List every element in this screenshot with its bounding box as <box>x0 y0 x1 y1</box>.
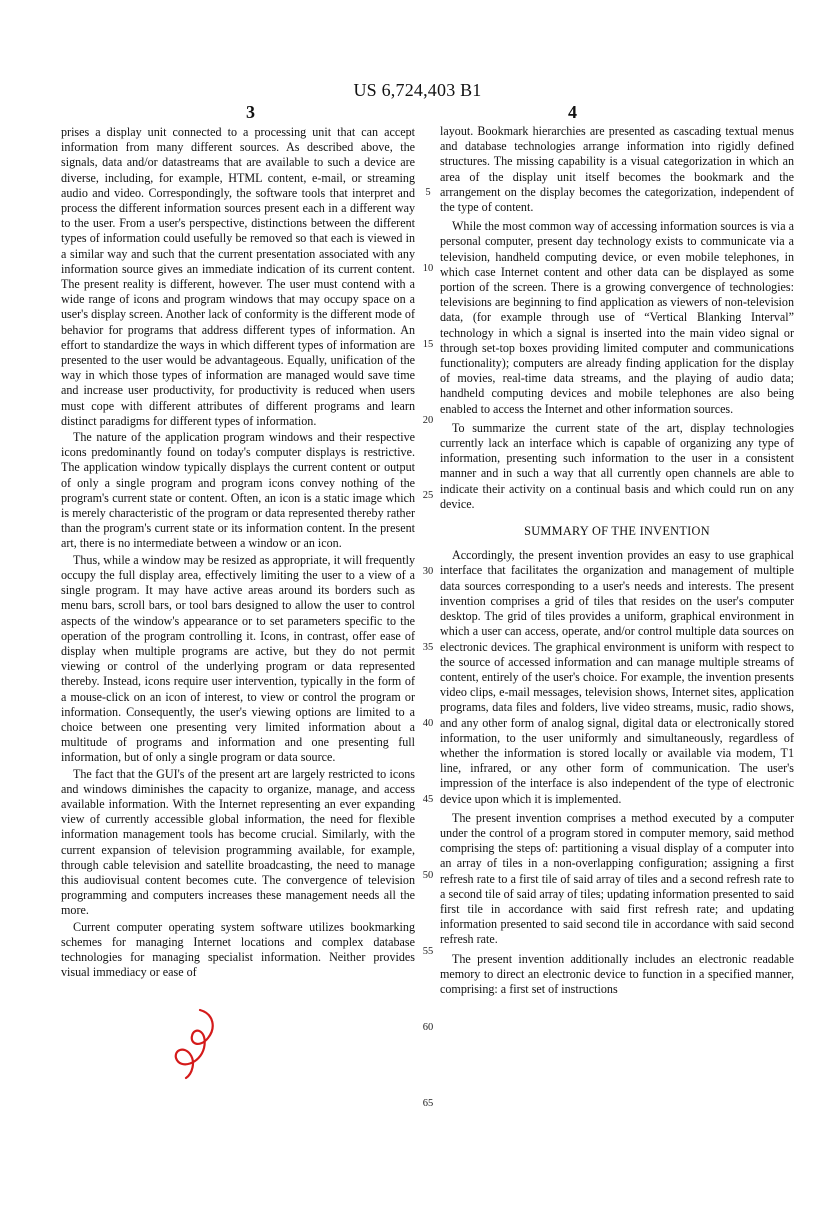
line-number: 55 <box>422 946 434 957</box>
line-number: 50 <box>422 870 434 881</box>
left-column-number: 3 <box>246 102 255 122</box>
line-number: 20 <box>422 415 434 426</box>
line-number: 65 <box>422 1098 434 1109</box>
left-paragraph: Current computer operating system software utilizes bookmarking schemes for managing Internet locations and complex database technologies for managing specialist information. Neither provides visual immediacy or ease of <box>61 919 415 980</box>
line-number: 5 <box>425 187 431 198</box>
right-paragraph: While the most common way of accessing information sources is via a personal computer, present day technology exists to communicate via a television, handheld computing device, or even mobile telephones, in which case Internet content and other data can be displayed as some portion of the screen. There is a growing convergence of technologies: televisions are beginning to find application as viewers of non-television data, (for example through use of “Vertical Blanking Interval” technology in which a signal is inserted into the main video signal or through set-top boxes providing limited computer and communications functionality); computers are already finding application for the display of movies, real-time data streams, and the playing of audio data; handheld computing devices and mobile telephones are also being enabled to access the Internet and other information sources. <box>440 219 794 416</box>
left-paragraph: prises a display unit connected to a processing unit that can accept information from many different sources. As described above, the signals, data and/or datastreams that are available to such a device are diverse, including, for example, HTML content, e-mail, or streaming audio and video. Correspondingly, the software tools that interpret and process the different information sources present each in a different way to the user. From a user's perspective, distinctions between the different types of information could usefully be removed so that each is viewed in a similar way and such that the current presentation associated with any information source gives an immediate indication of its current content. The present reality is different, however. The user must contend with a wide range of icons and program windows that may occupy space on a user's display screen. Another lack of conformity is the different mode of behavior for programs that address different types of information. An effort to standardize the ways in which different types of information are presented to the user would be advantageous. Equally, unification of the way in which those types of information are managed would save time and increase user productivity, for productivity is reduced when users must cope with different attributes of different programs and learn distinct paradigms for different types of information. <box>61 125 415 428</box>
right-paragraph: Accordingly, the present invention provides an easy to use graphical interface that facilitates the organization and management of multiple data sources corresponding to a user's needs and interests. The present invention comprises a grid of tiles that resides on the user's computer desktop. The grid of tiles provides a uniform, graphical environment in which a user can access, operate, and/or control multiple data sources on electronic devices. The graphical environment is uniform with respect to the source of accessed information and can manage multiple streams of content, entirely of the user's choice. For example, the invention presents video clips, e-mail messages, television shows, Internet sites, application programs, data files and folders, live video streams, music, radio shows, and any other form of analog signal, digital data or electronically stored information, to the user uniformly and simultaneously, regardless of whether the information is stored locally or available via modem, T1 line, infrared, or any other form of communication. The user's impression of the interface is also independent of the type of electronic device upon which it is implemented. <box>440 548 794 806</box>
line-number: 15 <box>422 339 434 350</box>
section-heading: SUMMARY OF THE INVENTION <box>524 524 710 539</box>
line-number: 45 <box>422 794 434 805</box>
line-number: 30 <box>422 566 434 577</box>
right-paragraph: The present invention comprises a method executed by a computer under the control of a program stored in computer memory, said method comprising the steps of: partitioning a visual display of a computer into an array of tiles in a non-overlapping configuration; assigning a first refresh rate to a first tile of said array of tiles and a second refresh rate to a second tile of said array of tiles; updating information presented to said first tile in accordance with said first refresh rate; and updating information presented to said second tile in accordance with said second refresh rate. <box>440 810 794 947</box>
right-column-number: 4 <box>568 102 577 122</box>
line-number: 25 <box>422 490 434 501</box>
red-annotation-mark <box>170 1008 230 1080</box>
right-paragraph: The present invention additionally includes an electronic readable memory to direct an electronic device to function in a specified manner, comprising: a first set of instructions <box>440 951 794 996</box>
right-paragraph: To summarize the current state of the art, display technologies currently lack an interface which is capable of organizing any type of information, presenting such information to the user in a consistent manner and in such a way that all currently open channels are able to indicate their activity on a continual basis and which could run on any device. <box>440 420 794 511</box>
left-column <box>61 124 415 980</box>
line-number: 60 <box>422 1022 434 1033</box>
left-paragraph: The fact that the GUI's of the present art are largely restricted to icons and windows diminishes the capacity to organize, manage, and access available information. With the Internet representing an ever expanding view of currently accessible global information, the need for flexible information management tools has become crucial. Similarly, with the current expansion of television programming available, for example, through cable television and satellite broadcasting, the need to manage this audiovisual content becomes cute. The convergence of television programming and computers increases these management needs all the more. <box>61 766 415 918</box>
line-number: 10 <box>422 263 434 274</box>
right-paragraph: layout. Bookmark hierarchies are presented as cascading textual menus and database technologies arrange information into rigidly defined structures. The missing capability is a visual categorization in which an area of the display unit itself becomes the bookmark and the arrangement on the display becomes the categorization, independent of the type of content. <box>440 124 794 215</box>
left-paragraph: Thus, while a window may be resized as appropriate, it will frequently occupy the full display area, effectively limiting the user to a view of a single program. It may have active areas around its borders such as menu bars, scroll bars, or tool bars designed to allow the user to control aspects of the window's appearance or to set parameters specific to the operation of the program controlling it. Icons, in contrast, offer ease of display when multiple programs are active, but they do not permit viewing or control of the underlying program or data represented thereby. Instead, icons require user intervention, typically in the form of a mouse-click on an icon of interest, to view or control the program or information. Consequently, the user's viewing options are limited to a choice between one presenting very limited information about a multitude of programs and information and one presenting full information, but of only a single program or data source. <box>61 552 415 765</box>
right-column <box>440 124 794 997</box>
line-number: 40 <box>422 718 434 729</box>
line-number: 35 <box>422 642 434 653</box>
patent-number: US 6,724,403 B1 <box>353 80 482 100</box>
left-paragraph: The nature of the application program windows and their respective icons predominantly found on today's computer displays is restrictive. The application window typically displays the current content or output of only a single program and program icons convey nothing of the program's current state or content. Often, an icon is a static image which is merely characteristic of the program or data represented thereby rather than the program's current state or its information content. In the present art, there is no intermediate between a window or an icon. <box>61 430 415 551</box>
